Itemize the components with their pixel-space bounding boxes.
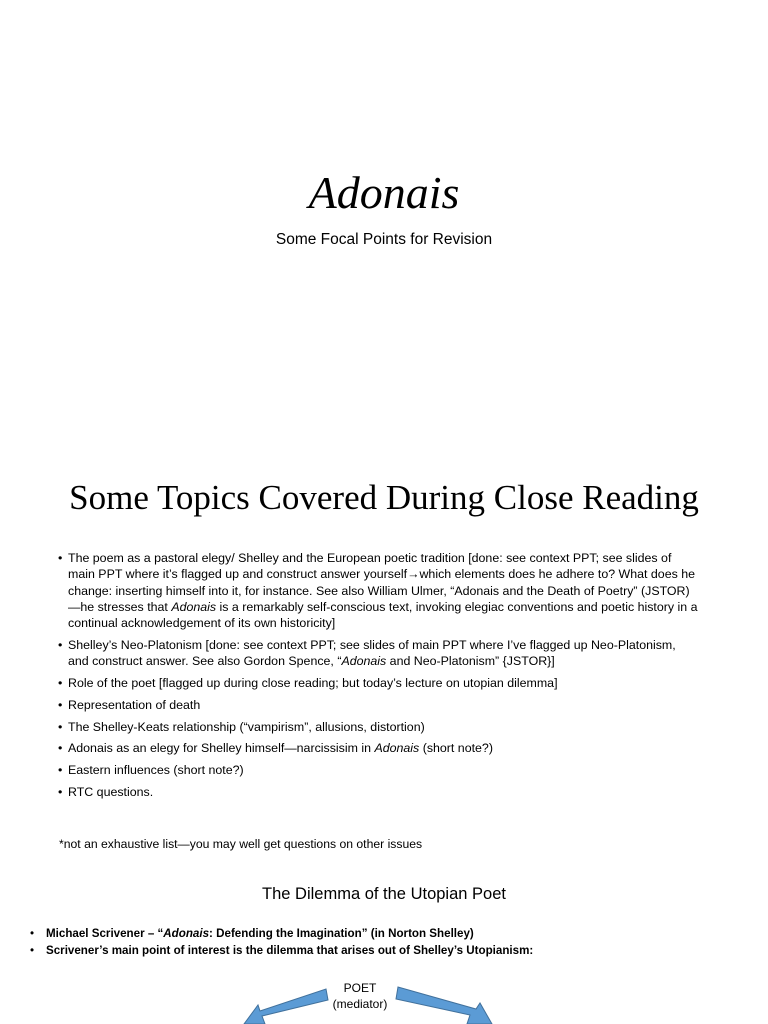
dilemma-title: The Dilemma of the Utopian Poet: [262, 885, 506, 903]
list-item: • Shelley’s Neo-Platonism [done: see context PPT; see slides of main PPT where I’ve flagged up Neo-Platonism, and construct answer. See also Gordon Spence, “Adonais and Neo-Platonism” {JSTOR}]: [58, 637, 676, 669]
bullet-dot-icon: •: [58, 637, 63, 652]
slide-title: Adonais: [308, 167, 460, 218]
poet-label: POET: [343, 981, 377, 995]
list-item: • RTC questions.: [58, 785, 154, 800]
bullet-dot-icon: •: [58, 676, 63, 691]
topics-title: Some Topics Covered During Close Reading: [69, 478, 699, 517]
title-slide: [0, 0, 768, 450]
list-item: • Scrivener’s main point of interest is the dilemma that arises out of Shelley’s Utopianism:: [30, 943, 750, 960]
bullet-dot-icon: •: [58, 697, 63, 712]
mediator-label: (mediator): [332, 997, 388, 1011]
bullet-dot-icon: •: [58, 763, 63, 778]
diagram-arrows: [0, 860, 768, 1024]
right-arrow-icon: [396, 987, 492, 1024]
list-item: • The Shelley-Keats relationship (“vampirism”, allusions, distortion): [58, 719, 425, 734]
right-arrow-icon: →: [407, 567, 420, 582]
bullet-dot-icon: •: [58, 719, 63, 734]
list-item: • Representation of death: [58, 697, 201, 712]
bullet-dot-icon: •: [58, 785, 63, 800]
bullet-dot-icon: •: [58, 741, 63, 756]
list-item: • The poem as a pastoral elegy/ Shelley and the European poetic tradition [done: see context PPT; see slides of main PPT where it’s flagged up and construct answer yourself→which elements does he adhere to? What does he change: inserting himself into it, for instance. See also William Ulmer, “Adonais and the Death of Poetry” (JSTOR)—he stresses that Adonais is a remarkably self-conscious text, invoking elegiac conventions and poetic history in a continual acknowledgement of its own historicity]: [58, 551, 698, 631]
list-item: • Michael Scrivener – “Adonais: Defending the Imagination” (in Norton Shelley): [30, 926, 750, 943]
topics-slide: [0, 450, 768, 860]
bullet-dot-icon: •: [30, 927, 35, 940]
bullet-dot-icon: •: [58, 551, 63, 565]
bullet-dot-icon: •: [30, 943, 35, 957]
list-item: • Eastern influences (short note?): [58, 763, 244, 778]
list-item: • Role of the poet [flagged up during close reading; but today’s lecture on utopian dilemma]: [58, 676, 558, 691]
left-arrow-icon: [244, 989, 328, 1024]
footnote: *not an exhaustive list—you may well get questions on other issues: [59, 837, 423, 851]
topics-list: [58, 550, 698, 806]
slide-subtitle: Some Focal Points for Revision: [275, 231, 493, 248]
list-item: • Adonais as an elegy for Shelley himself—narcissisim in Adonais (short note?): [58, 741, 493, 756]
dilemma-slide: [0, 860, 768, 1024]
